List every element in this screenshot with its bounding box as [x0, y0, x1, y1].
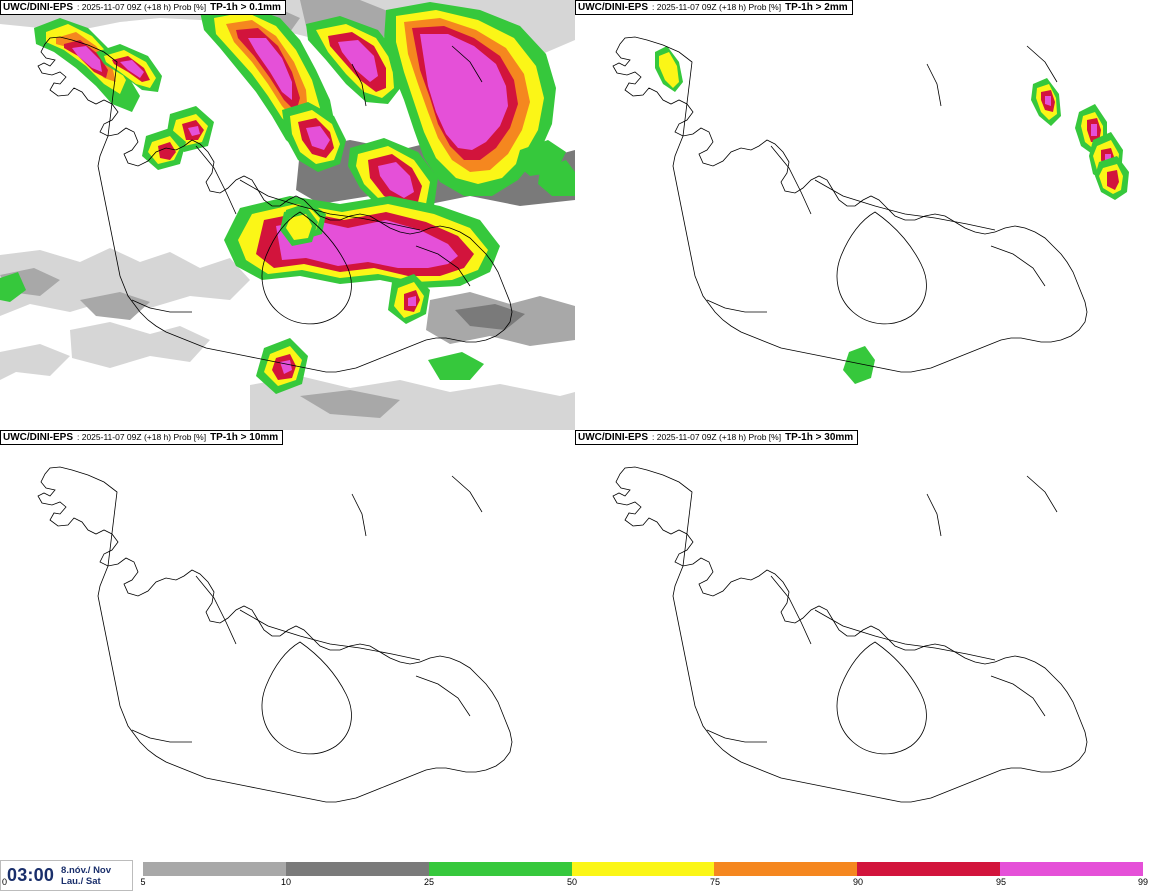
panel-param-label-2: TP-1h > 10mm — [210, 432, 279, 443]
panel-title-3 — [575, 430, 858, 445]
colorbar-segment — [143, 862, 286, 876]
colorbar-tick: 50 — [566, 877, 578, 887]
valid-date-block — [54, 865, 111, 887]
colorbar-tick: 75 — [709, 877, 721, 887]
valid-time: 03:00 — [7, 865, 55, 885]
map-canvas-1 — [575, 0, 1150, 430]
colorbar-segment — [572, 862, 715, 876]
map-canvas-2 — [0, 430, 575, 860]
map-panel-2[interactable] — [0, 430, 575, 860]
panel-run-label-1: : 2025-11-07 09Z (+18 h) Prob [%] — [652, 2, 782, 12]
map-panel-3[interactable] — [575, 430, 1150, 860]
panel-param-label-3: TP-1h > 30mm — [785, 432, 854, 443]
colorbar-tick: 10 — [280, 877, 292, 887]
colorbar-tick: 90 — [852, 877, 864, 887]
colorbar-segment — [429, 862, 572, 876]
map-canvas-0 — [0, 0, 575, 430]
colorbar-tick: 25 — [423, 877, 435, 887]
panel-title-2 — [0, 430, 283, 445]
colorbar-segment — [1000, 862, 1143, 876]
map-panel-0[interactable] — [0, 0, 575, 430]
colorbar-tick: 95 — [995, 877, 1007, 887]
panel-run-label-3: : 2025-11-07 09Z (+18 h) Prob [%] — [652, 432, 782, 442]
panel-param-label-0: TP-1h > 0.1mm — [210, 2, 281, 13]
colorbar-segment — [286, 862, 429, 876]
valid-date: 8.nóv./ Nov — [61, 864, 112, 876]
colorbar-tick: 5 — [140, 877, 146, 887]
colorbar-strip — [143, 862, 1143, 876]
timestamp-box[interactable] — [0, 860, 133, 891]
panel-run-label-2: : 2025-11-07 09Z (+18 h) Prob [%] — [77, 432, 207, 442]
panel-model-label-2: UWC/DINI-EPS — [3, 432, 73, 443]
panel-param-label-1: TP-1h > 2mm — [785, 2, 848, 13]
panel-model-label-1: UWC/DINI-EPS — [578, 2, 648, 13]
bottom-bar — [0, 860, 1150, 891]
panel-title-0 — [0, 0, 286, 15]
panel-title-1 — [575, 0, 853, 15]
panel-model-label-0: UWC/DINI-EPS — [3, 2, 73, 13]
colorbar-tick: 99 — [1137, 877, 1149, 887]
panel-run-label-0: : 2025-11-07 09Z (+18 h) Prob [%] — [77, 2, 207, 12]
colorbar-segment — [714, 862, 857, 876]
panel-model-label-3: UWC/DINI-EPS — [578, 432, 648, 443]
map-panel-1[interactable] — [575, 0, 1150, 430]
valid-weekday: Lau./ Sat — [61, 875, 101, 887]
colorbar-segment — [857, 862, 1000, 876]
colorbar-tick-labels — [137, 877, 1149, 889]
colorbar-zero-label: 0 — [2, 877, 8, 887]
map-canvas-3 — [575, 430, 1150, 860]
